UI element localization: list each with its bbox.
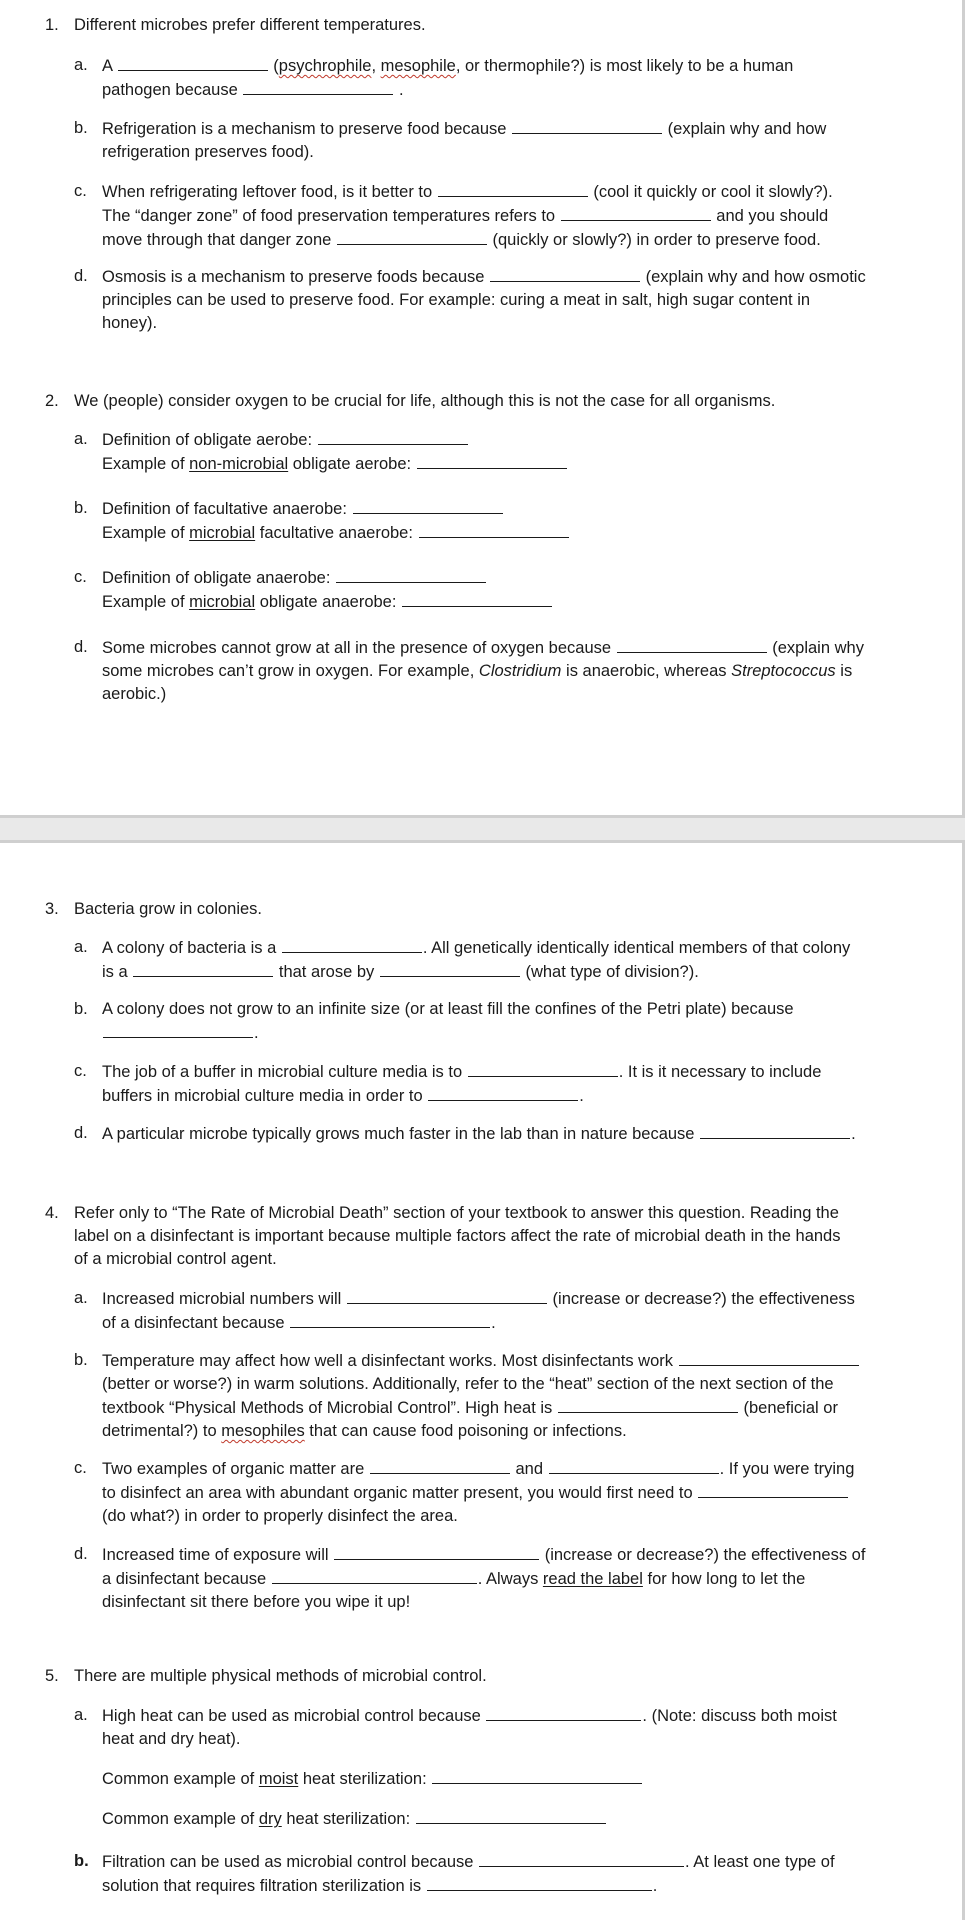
text: mesophile — [380, 57, 456, 75]
text: . All genetically identically identical members of that colony — [422, 939, 851, 957]
item-label: a. — [74, 1289, 88, 1307]
text: obligate anaerobe: — [255, 593, 397, 611]
answer-blank[interactable] — [336, 566, 486, 583]
answer-blank[interactable] — [353, 497, 503, 514]
text: that can cause food poisoning or infections. — [304, 1422, 627, 1440]
question-text: label on a disinfectant is important because multiple factors affect the rate of microbial death in the hands — [74, 1227, 841, 1245]
text: High heat can be used as microbial control because — [102, 1707, 481, 1725]
text: Definition of obligate anaerobe: — [102, 569, 331, 587]
answer-blank[interactable] — [468, 1060, 618, 1077]
text: (do what?) in order to properly disinfect the area. — [102, 1507, 458, 1525]
text: A particular microbe typically grows much faster in the lab than in nature because — [102, 1125, 695, 1143]
text: a disinfectant because — [102, 1570, 267, 1588]
question-2 — [45, 390, 925, 413]
answer-blank[interactable] — [416, 1807, 606, 1824]
text: read the label — [542, 1570, 643, 1588]
question-number: 4. — [45, 1204, 59, 1222]
text: . Always — [477, 1570, 543, 1588]
question-text: Different microbes prefer different temperatures. — [74, 16, 426, 34]
text: Increased microbial numbers will — [102, 1290, 342, 1308]
question-1b — [74, 117, 904, 164]
text: (increase or decrease?) the effectiveness of — [544, 1546, 866, 1564]
text: facultative anaerobe: — [255, 524, 413, 542]
answer-blank[interactable] — [700, 1122, 850, 1139]
text: . (Note: discuss both moist — [642, 1707, 837, 1725]
answer-blank[interactable] — [558, 1396, 738, 1413]
text: . — [652, 1877, 658, 1895]
text: heat sterilization: — [281, 1810, 411, 1828]
text: The “danger zone” of food preservation temperatures refers to — [102, 207, 556, 225]
answer-blank[interactable] — [428, 1084, 578, 1101]
text: . At least one type of — [685, 1853, 835, 1871]
text: When refrigerating leftover food, is it better to — [102, 183, 433, 201]
text: , — [371, 57, 381, 75]
text: disinfectant sit there before you wipe it up! — [102, 1593, 411, 1611]
text: heat sterilization: — [298, 1770, 427, 1788]
question-number: 3. — [45, 900, 59, 918]
question-4d — [74, 1543, 904, 1614]
text: A colony does not grow to an infinite size (or at least fill the confines of the Petri plate) because — [102, 1000, 794, 1018]
answer-blank[interactable] — [337, 228, 487, 245]
text: moist — [258, 1770, 299, 1788]
answer-blank[interactable] — [290, 1311, 490, 1328]
item-label: a. — [74, 1706, 88, 1724]
question-1d — [74, 265, 904, 335]
item-label: a. — [74, 430, 88, 448]
answer-blank[interactable] — [103, 1021, 253, 1038]
text: (what type of division?). — [525, 963, 699, 981]
answer-blank[interactable] — [438, 180, 588, 197]
text: Osmosis is a mechanism to preserve foods because — [102, 268, 485, 286]
answer-blank[interactable] — [318, 428, 468, 445]
text: (quickly or slowly?) in order to preserve food. — [492, 231, 821, 249]
text: A — [102, 57, 113, 75]
question-4b — [74, 1349, 904, 1443]
question-3b — [74, 998, 904, 1045]
text: . — [851, 1125, 856, 1143]
text: solution that requires filtration sterilization is — [102, 1877, 422, 1895]
question-3 — [45, 898, 925, 921]
worksheet-page-1 — [0, 0, 965, 818]
text: obligate aerobe: — [288, 455, 412, 473]
text: of a disinfectant because — [102, 1314, 285, 1332]
text: mesophiles — [221, 1422, 305, 1440]
text: . — [579, 1087, 584, 1105]
answer-blank[interactable] — [512, 117, 662, 134]
page-gap — [0, 818, 965, 840]
text: psychrophile — [278, 57, 372, 75]
question-3a — [74, 936, 904, 984]
question-4c — [74, 1457, 904, 1528]
text: Clostridium — [478, 662, 562, 680]
question-1 — [45, 14, 925, 37]
answer-blank[interactable] — [490, 265, 640, 282]
text: detrimental?) to — [102, 1422, 222, 1440]
text: Refrigeration is a mechanism to preserve food because — [102, 120, 507, 138]
text: some microbes can’t grow in oxygen. For example, — [102, 662, 479, 680]
answer-blank[interactable] — [380, 960, 520, 977]
question-5b — [74, 1850, 904, 1898]
text: honey). — [102, 314, 158, 332]
answer-blank[interactable] — [427, 1874, 652, 1891]
question-2b — [74, 497, 904, 545]
text: Streptococcus — [731, 662, 836, 680]
text: A colony of bacteria is a — [102, 939, 277, 957]
answer-blank[interactable] — [282, 936, 422, 953]
text: dry — [258, 1810, 282, 1828]
text: to disinfect an area with abundant organic matter present, you would first need to — [102, 1484, 693, 1502]
item-label: d. — [74, 267, 88, 285]
text: is a — [102, 963, 128, 981]
question-text: There are multiple physical methods of microbial control. — [74, 1667, 487, 1685]
text: heat and dry heat). — [102, 1730, 241, 1748]
question-4a — [74, 1287, 904, 1335]
item-label: d. — [74, 638, 88, 656]
text: (explain why and how — [667, 120, 827, 138]
item-label: c. — [74, 1459, 87, 1477]
text: microbial — [189, 524, 256, 542]
text: and you should — [716, 207, 829, 225]
answer-blank[interactable] — [561, 204, 711, 221]
text: . It is it necessary to include — [618, 1063, 822, 1081]
text: is anaerobic, whereas — [561, 662, 732, 680]
question-2a — [74, 428, 904, 476]
question-text: of a microbial control agent. — [74, 1250, 277, 1268]
text: . — [491, 1314, 496, 1332]
text: (explain why — [772, 639, 864, 657]
worksheet-page-2 — [0, 840, 965, 1920]
item-label: a. — [74, 56, 88, 74]
item-label: b. — [74, 1852, 89, 1870]
text: Temperature may affect how well a disinfectant works. Most disinfectants work — [102, 1352, 674, 1370]
text: Some microbes cannot grow at all in the presence of oxygen because — [102, 639, 612, 657]
text: Filtration can be used as microbial control because — [102, 1853, 474, 1871]
question-4 — [45, 1202, 925, 1271]
question-number: 1. — [45, 16, 59, 34]
text: . — [398, 81, 404, 99]
text: (cool it quickly or cool it slowly?). — [593, 183, 833, 201]
text: buffers in microbial culture media in order to — [102, 1087, 423, 1105]
item-label: b. — [74, 1351, 88, 1369]
answer-blank[interactable] — [118, 54, 268, 71]
answer-blank[interactable] — [419, 521, 569, 538]
text: (increase or decrease?) the effectiveness — [552, 1290, 855, 1308]
text: move through that danger zone — [102, 231, 332, 249]
item-label: c. — [74, 182, 87, 200]
item-label: c. — [74, 1062, 87, 1080]
answer-blank[interactable] — [479, 1850, 684, 1867]
question-5 — [45, 1665, 925, 1688]
answer-blank[interactable] — [370, 1457, 510, 1474]
item-label: d. — [74, 1124, 88, 1142]
answer-blank[interactable] — [679, 1349, 859, 1366]
text: aerobic.) — [102, 685, 167, 703]
question-3d — [74, 1122, 904, 1146]
question-2d — [74, 636, 904, 706]
item-label: d. — [74, 1545, 88, 1563]
text: Definition of facultative anaerobe: — [102, 500, 347, 518]
item-label: c. — [74, 568, 87, 586]
question-text: Bacteria grow in colonies. — [74, 900, 263, 918]
text: (beneficial or — [743, 1399, 838, 1417]
text: is — [835, 662, 853, 680]
question-2c — [74, 566, 904, 614]
question-3c — [74, 1060, 904, 1108]
answer-blank[interactable] — [417, 452, 567, 469]
text: Example of — [102, 455, 190, 473]
answer-blank[interactable] — [243, 78, 393, 95]
answer-blank[interactable] — [486, 1704, 641, 1721]
text: , or thermophile?) is most likely to be a human — [455, 57, 794, 75]
answer-blank[interactable] — [617, 636, 767, 653]
text: Definition of obligate aerobe: — [102, 431, 313, 449]
text: Two examples of organic matter are — [102, 1460, 365, 1478]
text: . If you were trying — [719, 1460, 855, 1478]
question-5a — [74, 1704, 904, 1831]
answer-blank[interactable] — [549, 1457, 719, 1474]
answer-blank[interactable] — [402, 590, 552, 607]
text: Common example of — [102, 1810, 259, 1828]
question-text: We (people) consider oxygen to be crucial for life, although this is not the case for all organisms. — [74, 392, 776, 410]
text: microbial — [189, 593, 256, 611]
question-1a — [74, 54, 904, 102]
text: refrigeration preserves food). — [102, 143, 314, 161]
text: (better or worse?) in warm solutions. Additionally, refer to the “heat” section of the next section of the — [102, 1375, 834, 1393]
text: non-microbial — [189, 455, 289, 473]
question-number: 2. — [45, 392, 59, 410]
answer-blank[interactable] — [698, 1481, 848, 1498]
text: pathogen because — [102, 81, 238, 99]
text: and — [515, 1460, 544, 1478]
question-text: Refer only to “The Rate of Microbial Death” section of your textbook to answer this question. Reading the — [74, 1204, 839, 1222]
answer-blank[interactable] — [347, 1287, 547, 1304]
answer-blank[interactable] — [272, 1567, 477, 1584]
text: (explain why and how osmotic — [645, 268, 866, 286]
text: principles can be used to preserve food. For example: curing a meat in salt, high sugar content in — [102, 291, 811, 309]
text: The job of a buffer in microbial culture media is to — [102, 1063, 463, 1081]
answer-blank[interactable] — [133, 960, 273, 977]
answer-blank[interactable] — [432, 1767, 642, 1784]
item-label: b. — [74, 119, 88, 137]
text: Increased time of exposure will — [102, 1546, 329, 1564]
text: . — [254, 1024, 259, 1042]
item-label: b. — [74, 1000, 88, 1018]
question-number: 5. — [45, 1667, 59, 1685]
text: ( — [273, 57, 279, 75]
text: that arose by — [278, 963, 375, 981]
item-label: b. — [74, 499, 88, 517]
question-1c — [74, 180, 904, 252]
item-label: a. — [74, 938, 88, 956]
text: for how long to let the — [642, 1570, 806, 1588]
text: Example of — [102, 524, 190, 542]
answer-blank[interactable] — [334, 1543, 539, 1560]
text: textbook “Physical Methods of Microbial Control”. High heat is — [102, 1399, 553, 1417]
text: Example of — [102, 593, 190, 611]
text: Common example of — [102, 1770, 259, 1788]
